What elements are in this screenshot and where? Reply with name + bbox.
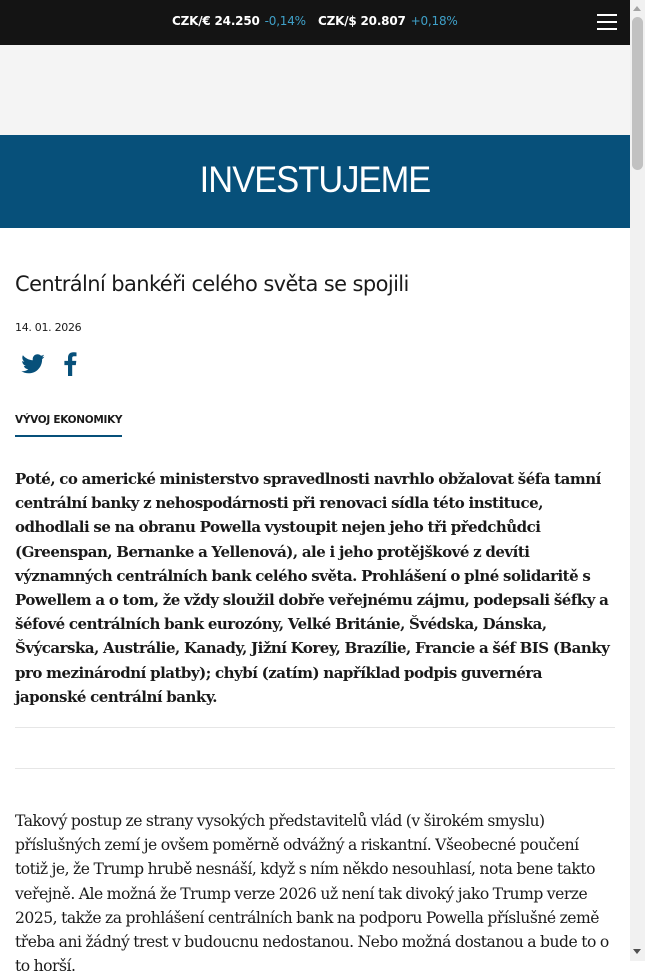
article-body: Takový postup ze strany vysokých představitelů vlád (v širokém smyslu) příslušných zemí je ovšem poměrně odvážný a riskantní. Všeobecné poučení totiž je, že Trump hrubě nesnáší, když s ním někdo nesouhlasí, nota bene takto veřejně. Ale možná že Trump verze 2026 už není tak divoký jako Trump verze 2025, takže za prohlášení centrálních bank na podporu Powella příslušné země třeba ani žádný trest v budoucnu nedostanou. Nebo možná dostanou a bude to o to horší. bbox=[15, 812, 609, 976]
usd-rate-label: CZK/$ 20.807 bbox=[318, 14, 406, 28]
scroll-down-arrow-icon[interactable] bbox=[633, 949, 641, 954]
eur-rate bbox=[172, 14, 306, 28]
scroll-up-arrow-icon[interactable] bbox=[633, 6, 641, 11]
divider bbox=[15, 727, 615, 728]
usd-rate-change: +0,18% bbox=[410, 14, 458, 28]
facebook-icon[interactable] bbox=[63, 352, 77, 376]
twitter-icon[interactable] bbox=[21, 352, 45, 376]
eur-rate-change: -0,14% bbox=[264, 14, 306, 28]
usd-rate bbox=[318, 14, 458, 28]
divider bbox=[15, 768, 615, 769]
category-tag[interactable]: VÝVOJ EKONOMIKY bbox=[15, 414, 122, 437]
article-date: 14. 01. 2026 bbox=[15, 321, 82, 334]
scrollbar-thumb[interactable] bbox=[632, 17, 643, 170]
currency-ticker-bar bbox=[0, 0, 630, 45]
article-lead: Poté, co americké ministerstvo spravedlnosti navrhlo obžalovat šéfa tamní centrální banky z nehospodárnosti při renovaci sídla této instituce, odhodlali se na obranu Powella vystoupit nejen jeho tři předchůdci (Greenspan, Bernanke a Yellenová), ale i jeho protějškové z devíti významných centrálních bank celého světa. Prohlášení o plné solidaritě s Powellem a o tom, že vždy sloužil dobře veřejnému zájmu, podepsali šéfky a šéfové centrálních bank eurozóny, Velké Británie, Švédska, Dánska, Švýcarska, Austrálie, Kanady, Jižní Korey, Brazílie, Francie a šéf BIS (Banky pro mezinárodní platby); chybí (zatím) například podpis guvernéra japonské centrální banky. bbox=[15, 470, 610, 706]
article-title: Centrální bankéři celého světa se spojili bbox=[15, 272, 409, 296]
ad-placeholder bbox=[0, 45, 630, 135]
hamburger-menu-icon[interactable] bbox=[597, 13, 617, 31]
eur-rate-label: CZK/€ 24.250 bbox=[172, 14, 260, 28]
site-logo[interactable]: INVESTUJEME bbox=[199, 159, 431, 200]
vertical-scrollbar[interactable] bbox=[630, 0, 645, 961]
